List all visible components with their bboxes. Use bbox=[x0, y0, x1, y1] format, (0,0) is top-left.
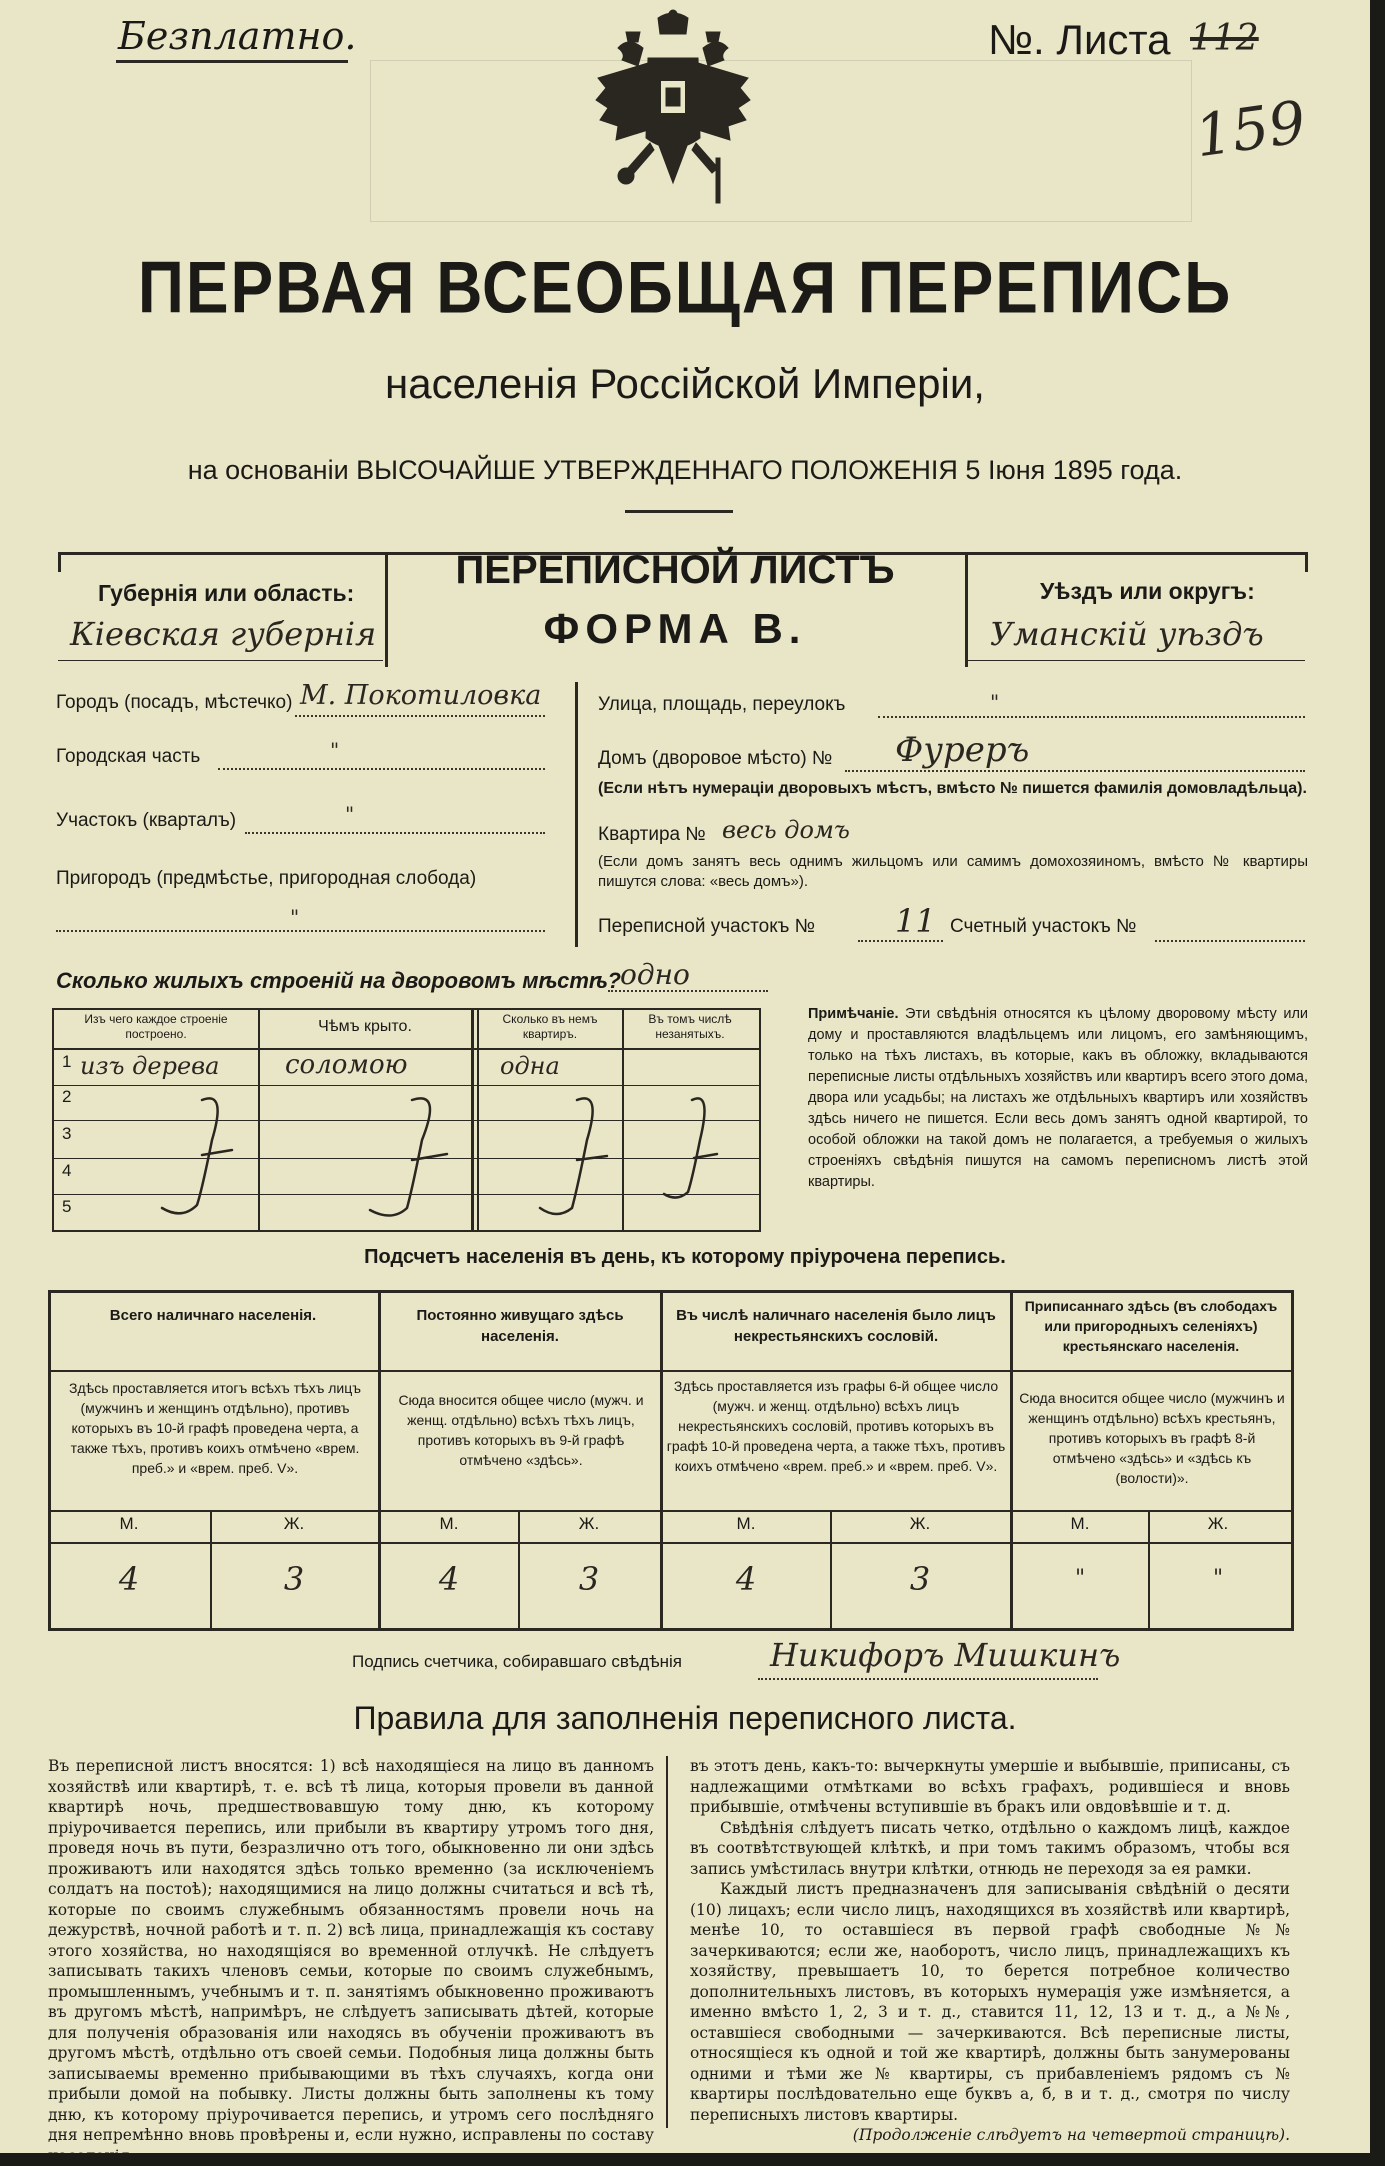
guberniya-label: Губернія или область: bbox=[98, 580, 355, 606]
rules-right-paragraph-1: въ этотъ день, какъ-то: вычеркнуты умершіе и выбывшіе, приписаны, съ надлежащими отмѣтками во всѣхъ графахъ, родившіеся и вновь прибывшіе, отмѣчены вступившіе въ бракъ или овдовѣвшіе и т. д. bbox=[690, 1757, 1290, 1816]
pop-col1-m-label: М. bbox=[119, 1514, 139, 1533]
pop-col4-desc: Сюда вносится общее число (мужчинъ и женщинъ отдѣльно) всѣхъ крестьянъ, противъ которыхъ въ графѣ 8-й отмѣчено «здѣсь» и «здѣсь къ (волости)». bbox=[1019, 1390, 1285, 1486]
row-number-2: 2 bbox=[62, 1087, 72, 1106]
census-district-line bbox=[858, 940, 943, 942]
pop-col4-f-label: Ж. bbox=[1207, 1514, 1229, 1533]
uezd-value: Уманскій уѣздъ bbox=[990, 615, 1264, 653]
free-label-underline bbox=[116, 60, 348, 63]
district-line bbox=[245, 832, 545, 834]
row-number-5: 5 bbox=[62, 1197, 72, 1216]
house-note: (Если нѣтъ нумераціи дворовыхъ мѣстъ, вмѣсто № пишется фамилія домовладѣльца). bbox=[598, 780, 1307, 797]
pop-col3-f-value: 3 bbox=[909, 1560, 931, 1598]
rules-title: Правила для заполненія переписного листа. bbox=[353, 1700, 1017, 1736]
row-number-1: 1 bbox=[62, 1052, 72, 1071]
pop-col2-title: Постоянно живущаго здѣсь населенія. bbox=[416, 1307, 624, 1345]
house-line bbox=[845, 770, 1305, 772]
form-name: ПЕРЕПИСНОЙ ЛИСТЪ bbox=[455, 548, 895, 592]
city-line bbox=[295, 715, 545, 717]
title-divider bbox=[625, 510, 733, 513]
pop-col3-m-value: 4 bbox=[735, 1560, 757, 1598]
suburb-line bbox=[56, 930, 545, 932]
buildings-answer-line bbox=[608, 990, 768, 992]
suburb-value: " bbox=[290, 905, 300, 929]
rules-continued: (Продолженіе слѣдуетъ на четвертой страницѣ). bbox=[852, 2126, 1290, 2144]
bleed-through-text bbox=[370, 60, 1192, 222]
pop-col4-m-value: " bbox=[1074, 1566, 1086, 1591]
col-material-header: Изъ чего каждое строеніе построено. bbox=[84, 1012, 228, 1041]
district-label: Участокъ (кварталъ) bbox=[56, 810, 237, 831]
pop-col2-desc: Сюда вносится общее число (мужч. и женщ. отдѣльно) всѣхъ тѣхъ лицъ, противъ которыхъ въ 9-й графѣ отмѣчено «здѣсь». bbox=[398, 1392, 644, 1468]
city-part-label: Городская часть bbox=[56, 746, 201, 767]
rules-right-column bbox=[690, 1756, 1290, 2146]
page-subtitle: населенія Россійской Имперіи, bbox=[385, 360, 985, 407]
city-value: М. Покотиловка bbox=[300, 680, 542, 711]
col-roof-header: Чѣмъ крыто. bbox=[318, 1018, 412, 1035]
row-number-4: 4 bbox=[62, 1161, 72, 1180]
count-district-label: Счетный участокъ № bbox=[950, 916, 1137, 937]
row1-apartments: одна bbox=[500, 1052, 560, 1080]
house-label: Домъ (дворовое мѣсто) № bbox=[598, 748, 833, 769]
sheet-number-old: 112 bbox=[1190, 18, 1259, 59]
city-part-value: " bbox=[330, 738, 340, 762]
pop-col1-f-label: Ж. bbox=[283, 1514, 305, 1533]
sheet-number-handwritten: 159 bbox=[1190, 87, 1310, 171]
street-line bbox=[878, 716, 1305, 718]
census-district-label: Переписной участокъ № bbox=[598, 916, 816, 937]
pop-col1-desc: Здѣсь проставляется итогъ всѣхъ тѣхъ лицъ (мужчинъ и женщинъ отдѣльно), противъ которыхъ въ 10-й графѣ проведена черта, а также тѣхъ, противъ коихъ отмѣчено «врем. преб.» и «врем. преб. V». bbox=[69, 1380, 361, 1476]
form-header-right-edge bbox=[1305, 552, 1308, 572]
pop-col2-f-label: Ж. bbox=[578, 1514, 600, 1533]
pop-col1-title: Всего наличнаго населенія. bbox=[109, 1307, 317, 1324]
pop-col4-m-label: М. bbox=[1070, 1514, 1090, 1533]
rules-right-paragraph-2: Свѣдѣнія слѣдуетъ писать четко, отдѣльно о каждомъ лицѣ, каждое въ соотвѣтствующей клѣткѣ, и при томъ такимъ образомъ, чтобы вся запись умѣстилась внутри клѣтки, отнюдь не переходя за ея рамки. bbox=[690, 1818, 1290, 1878]
pop-col2-f-value: 3 bbox=[578, 1560, 600, 1598]
pop-col3-f-label: Ж. bbox=[909, 1514, 931, 1533]
pop-title-rule bbox=[48, 1370, 1293, 1372]
street-value: " bbox=[990, 690, 1000, 714]
suburb-label: Пригородъ (предмѣстье, пригородная слобода) bbox=[56, 868, 477, 889]
sheet-number-label: №. Листа bbox=[988, 16, 1171, 63]
pop-col2-m-label: М. bbox=[439, 1514, 459, 1533]
form-header-divider-right bbox=[965, 552, 968, 667]
col-apartments-header: Сколько въ немъ квартиръ. bbox=[502, 1012, 598, 1041]
row1-material: изъ дерева bbox=[80, 1052, 220, 1080]
house-value: Фуреръ bbox=[895, 730, 1030, 770]
guberniya-line bbox=[58, 660, 383, 661]
uezd-line bbox=[968, 660, 1305, 661]
signature-label: Подпись счетчика, собиравшаго свѣдѣнія bbox=[352, 1652, 682, 1671]
pop-col1-f-value: 3 bbox=[283, 1560, 305, 1598]
apartment-label: Квартира № bbox=[598, 824, 706, 845]
note-title: Примѣчаніе. bbox=[808, 1006, 899, 1022]
pop-col4-f-value: " bbox=[1212, 1566, 1224, 1591]
row-number-3: 3 bbox=[62, 1124, 72, 1143]
uezd-label: Уѣздъ или округъ: bbox=[1040, 578, 1255, 604]
pop-col2-m-value: 4 bbox=[438, 1560, 460, 1598]
signature-line bbox=[758, 1678, 1098, 1680]
district-value: " bbox=[345, 802, 355, 826]
city-label: Городъ (посадъ, мѣстечко) bbox=[56, 692, 293, 713]
city-part-line bbox=[218, 768, 545, 770]
note-text: Эти свѣдѣнія относятся къ цѣлому дворовому мѣсту или дому и проставляются владѣльцемъ или лицомъ, его замѣняющимъ, только на тѣхъ листахъ, въ которые, какъ въ обложку, вкладываются переписные листы отдѣльныхъ хозяйствъ или квартиръ всего этого дома, двора или усадьбы; на листахъ же отдѣльныхъ квартиръ или хозяйствъ здѣсь ничего не пишется. Если весь домъ занятъ одной квартирой, то особой обложки на такой домъ не полагается, а требуемыя о жилыхъ строеніяхъ свѣдѣнія пишутся на самомъ переписномъ листѣ этой квартиры. bbox=[808, 1006, 1309, 1190]
pop-col4-title: Приписаннаго здѣсь (въ слободахъ или пригородныхъ селеніяхъ) крестьянскаго населенія. bbox=[1024, 1298, 1278, 1354]
apartment-value: весь домъ bbox=[722, 816, 850, 844]
population-heading: Подсчетъ населенія въ день, къ которому пріурочена перепись. bbox=[364, 1246, 1006, 1268]
form-header-left-edge bbox=[58, 552, 61, 572]
note-block bbox=[808, 1004, 1308, 1193]
buildings-question: Сколько жилыхъ строеній на дворовомъ мѣстѣ? bbox=[56, 968, 621, 993]
form-type: ФОРМА В. bbox=[543, 605, 807, 652]
ditto-marks bbox=[52, 1080, 762, 1230]
pop-mf-rule-top bbox=[48, 1510, 1293, 1512]
free-label: Безплатно. bbox=[118, 14, 357, 58]
row1-roof: соломою bbox=[285, 1050, 408, 1080]
street-label: Улица, площадь, переулокъ bbox=[598, 694, 846, 715]
rules-left-column: Въ переписной листъ вносятся: 1) всѣ находящіеся на лицо въ данномъ хозяйствѣ или квартирѣ, т. е. всѣ тѣ лица, которыя провели въ данной квартирѣ ночь, предшествовавшую тому дню, къ которому пріурочивается перепись, или прибыли въ квартиру утромъ того дня, проведя ночь въ пути, безразлично отъ того, обыкновенно ли они здѣсь проживаютъ или находятся здѣсь только временно (за исключеніемъ солдатъ на постоѣ); находящимися на лицо должны считаться и всѣ тѣ, которые по своимъ служебнымъ обязанностямъ провели ночь на дежурствѣ, ночной работѣ и т. п. 2) всѣ лица, принадлежащія къ составу этого хозяйства, но находящіяся во временной отлучкѣ. Не слѣдуетъ записывать такихъ членовъ семьи, которые по своимъ служебнымъ, промышленнымъ, учебнымъ и т. п. занятіямъ обыкновенно проживаютъ въ другомъ мѣстѣ, напримѣръ, не слѣдуетъ записывать дѣтей, которые для полученія образованія или находясь въ обученіи проживаютъ въ другомъ мѣстѣ, отдѣльно отъ своей семьи. Подобныя лица должны быть записываемы временно прибывающими въ тѣхъ случаяхъ, когда они прибыли домой на побывку. Листы должны быть заполнены къ тому дню, къ которому пріурочивается перепись, и утромъ сего послѣдняго дня непремѣнно вновь провѣрены и, если нужно, исправлены по составу населенія bbox=[48, 1757, 654, 2165]
pop-col3-desc: Здѣсь проставляется изъ графы 6-й общее число (мужч. и женщ. отдѣльно) всѣхъ лицъ некрестьянскихъ сословій, противъ которыхъ въ графѣ 10-й проведена черта, а также тѣхъ, противъ коихъ отмѣчено «врем. преб.» и «врем. преб. V». bbox=[666, 1378, 1006, 1474]
legal-basis: на основаніи ВЫСОЧАЙШЕ УТВЕРЖДЕННАГО ПОЛОЖЕНІЯ 5 Іюня 1895 года. bbox=[187, 455, 1183, 485]
census-district-value: 11 bbox=[895, 902, 936, 940]
pop-col3-title: Въ числѣ наличнаго населенія было лицъ некрестьянскихъ сословій. bbox=[676, 1307, 996, 1345]
address-divider bbox=[575, 682, 578, 947]
guberniya-value: Кіевская губернія bbox=[70, 615, 377, 653]
count-district-line bbox=[1155, 940, 1305, 942]
pop-mf-rule-bottom bbox=[48, 1542, 1293, 1544]
pop-col1-m-value: 4 bbox=[118, 1560, 140, 1598]
rules-right-paragraph-3: Каждый листъ предназначенъ для записыванія свѣдѣній о десяти (10) лицахъ; если число лицъ, находящихся въ хозяйствѣ или квартирѣ, менѣе 10, то оставшіеся въ первой графѣ свободные №№ зачеркиваются; если же, наоборотъ, число лицъ, принадлежащихъ къ хозяйству, превышаетъ 10, то берется потребное количество дополнительныхъ листовъ, въ которыхъ нумерація уже измѣняется, а именно вмѣсто 1, 2, 3 и т. д., ставится 11, 12, 13 и т. д., а №№, оставшіеся свободными — зачеркиваются. Всѣ переписные листы, относящіеся къ одной и той же квартирѣ, должны быть занумерованы одними и тѣми же № квартиры, съ прибавленіемъ рядомъ съ № квартиры послѣдовательно еще буквъ а, б, в и т. д., смотря по числу переписныхъ листовъ квартиры. bbox=[690, 1880, 1290, 2124]
signature-value: Никифоръ Мишкинъ bbox=[770, 1636, 1121, 1674]
apartment-note: (Если домъ занятъ весь однимъ жильцомъ или самимъ домохозяиномъ, вмѣсто № квартиры пишутся слова: «весь домъ»). bbox=[598, 853, 1308, 890]
col-vacant-header: Въ томъ числѣ незанятыхъ. bbox=[648, 1012, 732, 1041]
buildings-answer: одно bbox=[620, 958, 690, 991]
pop-col3-m-label: М. bbox=[736, 1514, 756, 1533]
page-title: ПЕРВАЯ ВСЕОБЩАЯ ПЕРЕПИСЬ bbox=[137, 245, 1233, 329]
rules-column-divider bbox=[666, 1756, 668, 2128]
